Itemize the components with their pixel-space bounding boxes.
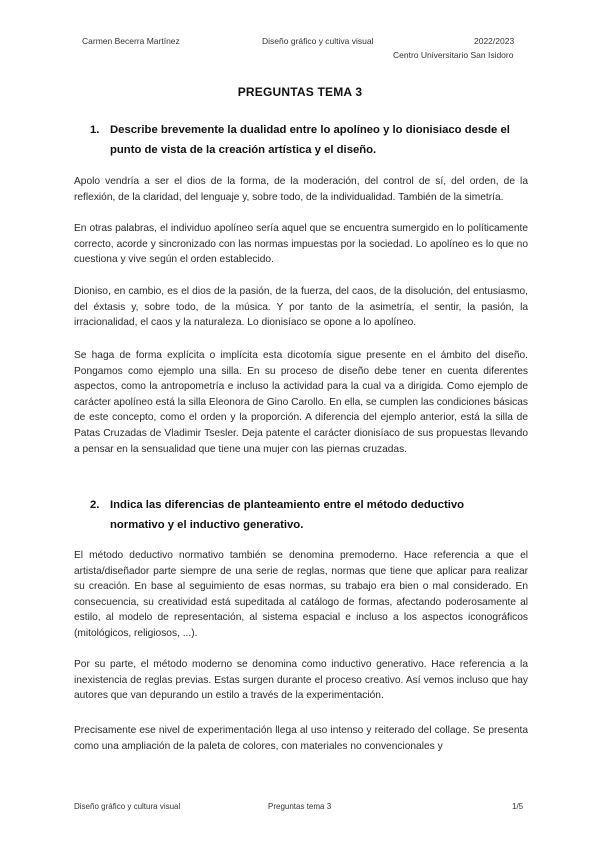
paragraph: Por su parte, el método moderno se denomina como inductivo generativo. Hace referencia a la inexistencia de reglas previas. Estas surgen durante el proceso creativo. Así vemos incluso que hay autores que van depurando un estilo a través de la experimentación. — [74, 659, 528, 702]
header-author: Carmen Becerra Martínez — [82, 36, 180, 46]
question-number: 1. — [90, 124, 100, 136]
header-subject: Diseño gráfico y cultiva visual — [262, 36, 374, 46]
paragraph: El método deductivo normativo también se denomina premoderno. Hace referencia a que el artista/diseñador parte siempre de una serie de reglas, normas que tiene que aplicar para realizar su creación. En base al seguimiento de esas normas, su trabajo era bien o mal considerado. En consecuencia, su creatividad está supeditada al catálogo de formas, afectando poderosamente al estilo, al modelo de representación, al sistema espacial e incluso a los aspectos iconográficos (mitológicos, religiosos, ...). — [74, 550, 528, 639]
footer-subject: Diseño gráfico y cultura visual — [74, 802, 181, 811]
header-year: 2022/2023 — [474, 36, 515, 46]
paragraph: Se haga de forma explícita o implícita esta dicotomía sigue presente en el ámbito del diseño. Pongamos como ejemplo una silla. En su proceso de diseño debe tener en cuenta diferentes aspectos, como la antropometría e incluso la actividad para la cual va a dirigida. Como ejemplo de carácter apolíneo está la silla Eleonora de Gino Carollo. En ella, se cumplen las condiciones básicas de este concepto, como el orden y la proporción. A diferencia del ejemplo anterior, está la silla de Patas Cruzadas de Vladimir Tsesler. Deja patente el carácter dionisíaco de sus propuestas llevando a pensar en la sensualidad que tiene una mujer con las piernas cruzadas. — [74, 350, 528, 455]
page-number: 1/5 — [512, 802, 524, 811]
page-title: PREGUNTAS TEMA 3 — [237, 85, 363, 99]
question-1-heading — [90, 120, 520, 160]
paragraph: Precisamente ese nivel de experimentación llega al uso intenso y reiterado del collage. Se presenta como una ampliación de la paleta de colores, con materiales no convencionales y — [74, 725, 528, 752]
paragraph: Apolo vendría a ser el dios de la forma, de la moderación, del control de sí, del orden, de la reflexión, de la claridad, del lenguaje y, sobre todo, de la individualidad. También de la simetría. — [74, 176, 528, 203]
question-text: Describe brevemente la dualidad entre lo apolíneo y lo dionisiaco desde el punto de vista de la creación artística y el diseño. — [110, 124, 510, 156]
question-2-heading — [90, 495, 520, 535]
footer-title: Preguntas tema 3 — [268, 802, 332, 811]
paragraph: Dioniso, en cambio, es el dios de la pasión, de la fuerza, del caos, de la disolución, del entusiasmo, del éxtasis y, sobre todo, de la música. Y por tanto de la asimetría, el sentir, la pasión, la irracionalidad, el caos y la naturaleza. Lo dionisíaco se opone a lo apolíneo. — [74, 286, 528, 329]
header-center: Centro Universitario San Isidoro — [393, 50, 514, 60]
paragraph: En otras palabras, el individuo apolíneo sería aquel que se encuentra sumergido en lo políticamente correcto, acorde y sincronizado con las normas impuestas por la sociedad. Lo apolíneo es lo que no cuestiona y vive según el orden establecido. — [74, 223, 528, 266]
question-number: 2. — [90, 499, 100, 511]
question-text: Indica las diferencias de planteamiento entre el método deductivo normativo y el inductivo generativo. — [110, 499, 465, 531]
